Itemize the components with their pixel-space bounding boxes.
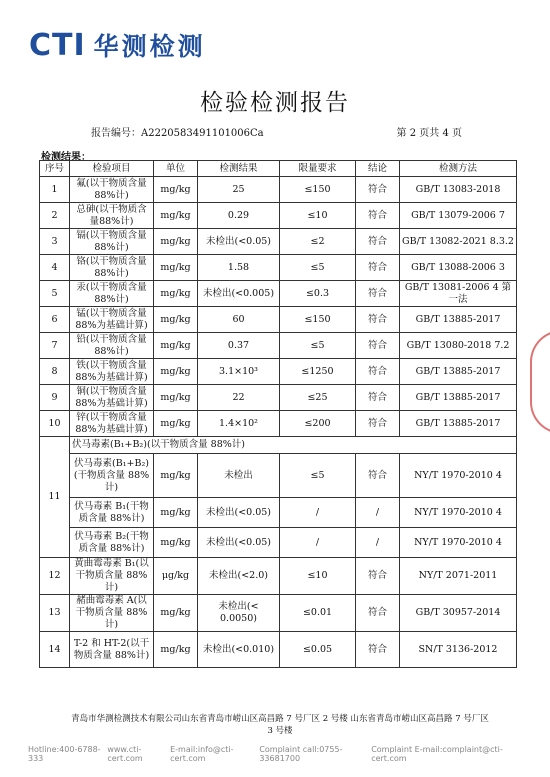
cell-conclusion: / xyxy=(356,528,400,558)
cell-method: GB/T 13885-2017 xyxy=(400,359,517,385)
cell-item: T-2 和 HT-2(以干物质含量 88%计) xyxy=(70,632,154,668)
cell-result: 0.29 xyxy=(198,203,280,229)
cell-result: 未检出(<0.05) xyxy=(198,498,280,528)
cell-no: 13 xyxy=(40,595,70,632)
cell-unit: μg/kg xyxy=(154,558,198,595)
table-row xyxy=(40,385,517,411)
cell-unit: mg/kg xyxy=(154,333,198,359)
col-header-result: 检测结果 xyxy=(198,161,280,177)
cell-no: 12 xyxy=(40,558,70,595)
cell-method: GB/T 13079-2006 7 xyxy=(400,203,517,229)
cell-conclusion: 符合 xyxy=(356,177,400,203)
table-row xyxy=(40,203,517,229)
cell-conclusion: 符合 xyxy=(356,333,400,359)
cell-no: 11 xyxy=(40,437,70,558)
cell-unit: mg/kg xyxy=(154,498,198,528)
cell-limit: ≤1250 xyxy=(280,359,356,385)
cell-no: 8 xyxy=(40,359,70,385)
cell-no: 2 xyxy=(40,203,70,229)
cell-item: 铜(以干物质含量88%为基础计算) xyxy=(70,385,154,411)
cell-result: 未检出 xyxy=(198,454,280,498)
cell-item: 锰(以干物质含量88%为基础计算) xyxy=(70,307,154,333)
cell-method: GB/T 13885-2017 xyxy=(400,307,517,333)
cell-unit: mg/kg xyxy=(154,632,198,668)
company-logo xyxy=(29,27,206,63)
cell-conclusion: 符合 xyxy=(356,558,400,595)
report-number: 报告编号：A2220583491101006Ca xyxy=(91,128,264,139)
table-row xyxy=(40,281,517,307)
cell-item: 锌(以干物质含量88%为基础计算) xyxy=(70,411,154,437)
cell-result: 0.37 xyxy=(198,333,280,359)
footer-hotline: Hotline:400-6788-333 xyxy=(28,745,101,763)
cell-limit: / xyxy=(280,528,356,558)
cell-conclusion: 符合 xyxy=(356,359,400,385)
cell-unit: mg/kg xyxy=(154,255,198,281)
table-row xyxy=(40,229,517,255)
table-row xyxy=(40,558,517,595)
cell-no: 4 xyxy=(40,255,70,281)
cell-no: 7 xyxy=(40,333,70,359)
cell-limit: ≤0.01 xyxy=(280,595,356,632)
cell-item: 伏马毒素 B₁(干物质含量 88%计) xyxy=(70,498,154,528)
cell-item: 伏马毒素(B₁+B₂)(干物质含量 88%计) xyxy=(70,454,154,498)
col-header-limit: 限量要求 xyxy=(280,161,356,177)
col-header-method: 检测方法 xyxy=(400,161,517,177)
group-title: 伏马毒素(B₁+B₂)(以干物质含量 88%计) xyxy=(70,437,517,454)
cell-limit: ≤0.05 xyxy=(280,632,356,668)
cell-conclusion: 符合 xyxy=(356,454,400,498)
col-header-unit: 单位 xyxy=(154,161,198,177)
table-row xyxy=(40,359,517,385)
cell-item: 铁(以干物质含量88%为基础计算) xyxy=(70,359,154,385)
cell-conclusion: 符合 xyxy=(356,229,400,255)
logo-cn-text: 华测检测 xyxy=(93,32,206,61)
cell-conclusion: 符合 xyxy=(356,203,400,229)
cell-result: 1.58 xyxy=(198,255,280,281)
cell-unit: mg/kg xyxy=(154,454,198,498)
cell-limit: ≤5 xyxy=(280,454,356,498)
cell-unit: mg/kg xyxy=(154,307,198,333)
cell-unit: mg/kg xyxy=(154,281,198,307)
table-header-row xyxy=(40,161,517,177)
cell-method: GB/T 13885-2017 xyxy=(400,411,517,437)
cell-unit: mg/kg xyxy=(154,411,198,437)
cell-limit: ≤5 xyxy=(280,255,356,281)
report-title: 检验检测报告 xyxy=(200,90,350,116)
table-row xyxy=(40,307,517,333)
cell-result: 60 xyxy=(198,307,280,333)
cell-limit: / xyxy=(280,498,356,528)
cell-result: 25 xyxy=(198,177,280,203)
results-table xyxy=(39,160,517,668)
cell-method: GB/T 13885-2017 xyxy=(400,385,517,411)
cell-unit: mg/kg xyxy=(154,359,198,385)
cell-item: 铬(以干物质含量88%计) xyxy=(70,255,154,281)
cell-unit: mg/kg xyxy=(154,203,198,229)
footer-complaint-call: Complaint call:0755-33681700 xyxy=(259,745,343,763)
cell-no: 1 xyxy=(40,177,70,203)
cell-conclusion: 符合 xyxy=(356,307,400,333)
cell-method: NY/T 2071-2011 xyxy=(400,558,517,595)
cell-unit: mg/kg xyxy=(154,177,198,203)
logo-cti-text: CTI xyxy=(29,27,86,63)
table-row xyxy=(40,255,517,281)
table-row xyxy=(40,595,517,632)
cell-method: NY/T 1970-2010 4 xyxy=(400,498,517,528)
cell-item: 铅(以干物质含量88%计) xyxy=(70,333,154,359)
cell-no: 5 xyxy=(40,281,70,307)
group-subrow xyxy=(40,528,517,558)
cell-item: 镉(以干物质含量88%计) xyxy=(70,229,154,255)
col-header-no: 序号 xyxy=(40,161,70,177)
cell-no: 10 xyxy=(40,411,70,437)
col-header-conclusion: 结论 xyxy=(356,161,400,177)
cell-item: 黄曲霉毒素 B₁(以干物质含量 88%计) xyxy=(70,558,154,595)
table-row xyxy=(40,411,517,437)
cell-item: 伏马毒素 B₂(干物质含量 88%计) xyxy=(70,528,154,558)
cell-limit: ≤10 xyxy=(280,558,356,595)
footer-website[interactable]: www.cti-cert.com xyxy=(107,745,143,763)
cell-limit: ≤25 xyxy=(280,385,356,411)
cell-limit: ≤5 xyxy=(280,333,356,359)
cell-method: NY/T 1970-2010 4 xyxy=(400,528,517,558)
cell-result: 22 xyxy=(198,385,280,411)
cell-conclusion: / xyxy=(356,498,400,528)
table-row xyxy=(40,632,517,668)
cell-method: GB/T 13080-2018 7.2 xyxy=(400,333,517,359)
cell-result: 未检出(<0.05) xyxy=(198,528,280,558)
cell-limit: ≤150 xyxy=(280,307,356,333)
group-header-row xyxy=(40,437,517,454)
cell-result: 未检出(<0.005) xyxy=(198,281,280,307)
cell-result: 未检出(<0.05) xyxy=(198,229,280,255)
cell-result: 3.1×10³ xyxy=(198,359,280,385)
section-title: 检测结果： xyxy=(41,152,91,163)
cell-conclusion: 符合 xyxy=(356,281,400,307)
cell-no: 9 xyxy=(40,385,70,411)
cell-no: 3 xyxy=(40,229,70,255)
cell-conclusion: 符合 xyxy=(356,385,400,411)
cell-limit: ≤2 xyxy=(280,229,356,255)
cell-limit: ≤150 xyxy=(280,177,356,203)
cell-method: NY/T 1970-2010 4 xyxy=(400,454,517,498)
cell-conclusion: 符合 xyxy=(356,411,400,437)
table-row xyxy=(40,333,517,359)
cell-method: GB/T 13088-2006 3 xyxy=(400,255,517,281)
cell-unit: mg/kg xyxy=(154,385,198,411)
cell-method: GB/T 13081-2006 4 第一法 xyxy=(400,281,517,307)
col-header-item: 检验项目 xyxy=(70,161,154,177)
red-seal-stamp xyxy=(530,330,550,434)
cell-result: 未检出(<2.0) xyxy=(198,558,280,595)
cell-no: 14 xyxy=(40,632,70,668)
group-subrow xyxy=(40,498,517,528)
cell-unit: mg/kg xyxy=(154,229,198,255)
cell-result: 未检出(< 0.0050) xyxy=(198,595,280,632)
cell-result: 未检出(<0.010) xyxy=(198,632,280,668)
cell-no: 6 xyxy=(40,307,70,333)
cell-conclusion: 符合 xyxy=(356,255,400,281)
page-indicator: 第 2 页共 4 页 xyxy=(396,128,462,139)
cell-method: GB/T 13083-2018 xyxy=(400,177,517,203)
table-row xyxy=(40,177,517,203)
cell-method: GB/T 30957-2014 xyxy=(400,595,517,632)
footer-complaint-email[interactable]: Complaint E-mail:complaint@cti-cert.com xyxy=(371,745,503,763)
cell-limit: ≤200 xyxy=(280,411,356,437)
cell-unit: mg/kg xyxy=(154,595,198,632)
cell-unit: mg/kg xyxy=(154,528,198,558)
cell-limit: ≤10 xyxy=(280,203,356,229)
cell-method: SN/T 3136-2012 xyxy=(400,632,517,668)
cell-item: 赭曲霉毒素 A(以干物质含量 88%计) xyxy=(70,595,154,632)
cell-conclusion: 符合 xyxy=(356,595,400,632)
footer-email[interactable]: E-mail:info@cti-cert.com xyxy=(170,745,234,763)
footer-contact-bar xyxy=(28,745,522,763)
cell-item: 总砷(以干物质含量88%计) xyxy=(70,203,154,229)
footer-address: 青岛市华测检测技术有限公司山东省青岛市崂山区高昌路 7 号厂区 2 号楼 山东省青岛市崂山区高昌路 7 号厂区 3 号楼 xyxy=(71,714,489,736)
cell-item: 汞(以干物质含量88%计) xyxy=(70,281,154,307)
group-subrow xyxy=(40,454,517,498)
cell-conclusion: 符合 xyxy=(356,632,400,668)
cell-method: GB/T 13082-2021 8.3.2 xyxy=(400,229,517,255)
cell-item: 氟(以干物质含量88%计) xyxy=(70,177,154,203)
cell-result: 1.4×10² xyxy=(198,411,280,437)
cell-limit: ≤0.3 xyxy=(280,281,356,307)
